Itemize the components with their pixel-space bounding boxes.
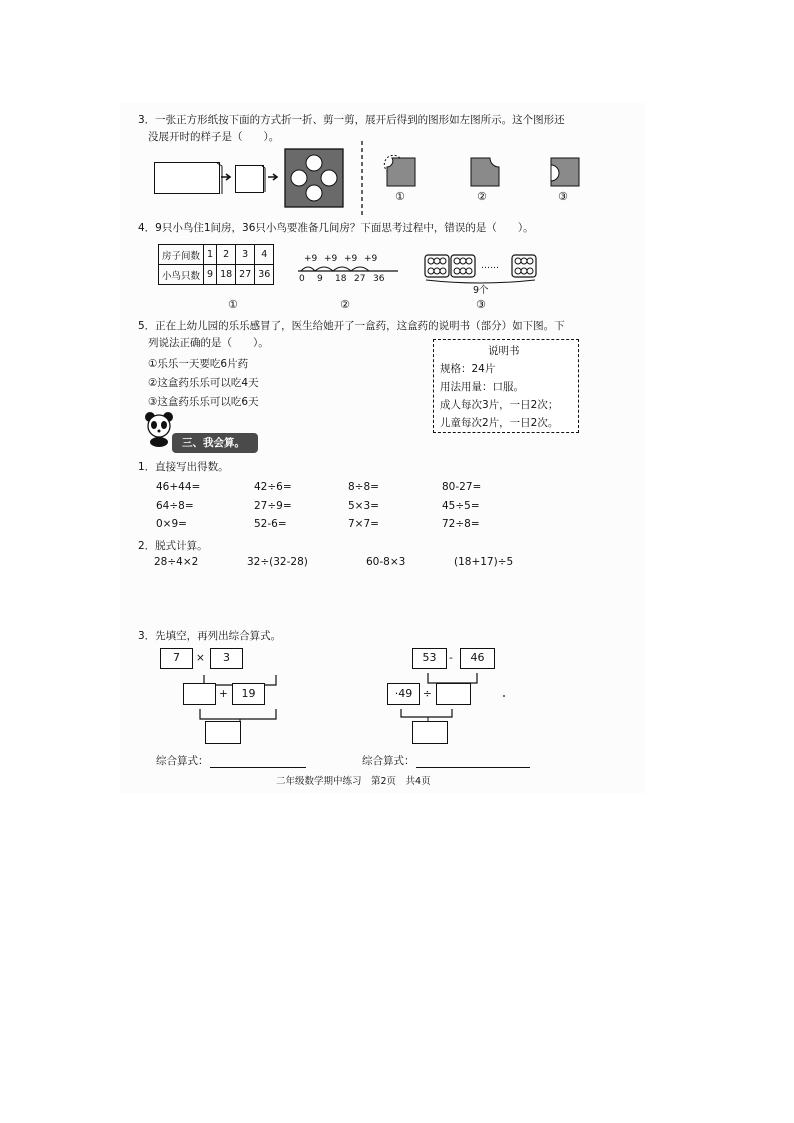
- s3-q2-title: 2．脱式计算。: [138, 540, 208, 552]
- table-cell: 4: [255, 245, 274, 265]
- dots-caption: 9个: [473, 285, 489, 296]
- folded-paper-square: [235, 165, 264, 193]
- table-row2-label: 小鸟只数: [159, 265, 204, 285]
- dots-ellipsis: ……: [481, 261, 499, 271]
- table-cell: 27: [236, 265, 255, 285]
- tree2-op2: ÷: [423, 688, 432, 700]
- instructions-line: 用法用量：口服。: [440, 381, 524, 393]
- q5-text-line1: 5．正在上幼儿园的乐乐感冒了，医生给她开了一盒药，这盒药的说明书（部分）如下图。下: [138, 320, 565, 332]
- s3-q1-title: 1．直接写出得数。: [138, 461, 229, 473]
- table-cell: 1: [204, 245, 217, 265]
- nl-plus-1: +9: [304, 254, 318, 264]
- calc-item: 46+44=: [156, 481, 201, 493]
- instructions-line: 规格：24片: [440, 363, 496, 375]
- nl-plus-4: +9: [364, 254, 378, 264]
- nl-tick-0: 0: [299, 274, 305, 284]
- q3-option-3[interactable]: ③: [558, 190, 568, 203]
- nl-tick-18: 18: [335, 274, 347, 284]
- q5-choice-3[interactable]: ③这盒药乐乐可以吃6天: [148, 396, 259, 408]
- stray-dot: [503, 695, 505, 697]
- table-row1-label: 房子间数: [159, 245, 204, 265]
- q3-text-line1: 3．一张正方形纸按下面的方式折一折、剪一剪，展开后得到的图形如左图所示。这个图形还: [138, 114, 565, 126]
- q4-table: [158, 244, 274, 285]
- q4-text: 4．9只小鸟住1间房，36只小鸟要准备几间房？下面思考过程中，错误的是（ ）。: [138, 222, 534, 234]
- calc-item: 0×9=: [156, 518, 187, 530]
- q4-option-1[interactable]: ①: [228, 298, 238, 311]
- worksheet-page: [120, 103, 646, 793]
- stepwise-item: 32÷(32-28): [247, 556, 308, 568]
- calc-item: 27÷9=: [254, 500, 292, 512]
- calc-item: 8÷8=: [348, 481, 379, 493]
- section-banner: [172, 433, 258, 453]
- combined-label-2: 综合算式：: [362, 755, 415, 767]
- instructions-line: 成人每次3片，一日2次；: [440, 399, 559, 411]
- option2-shape: [470, 157, 500, 187]
- instructions-title: 说明书: [488, 345, 520, 357]
- table-cell: 3: [236, 245, 255, 265]
- tree2-box-a: 53: [412, 648, 447, 669]
- tree2-box-c: ·49: [387, 683, 420, 705]
- calc-item: 80-27=: [442, 481, 482, 493]
- table-cell: 36: [255, 265, 274, 285]
- combined-answer-line-2[interactable]: [416, 767, 530, 768]
- fold-edge-icon-2: [261, 164, 267, 194]
- s3-q3-title: 3．先填空，再列出综合算式。: [138, 630, 282, 642]
- stepwise-item: (18+17)÷5: [454, 556, 514, 568]
- option3-shape: [550, 157, 580, 187]
- instructions-box: [433, 339, 579, 433]
- tree2-box-b: 46: [460, 648, 495, 669]
- nl-tick-9: 9: [317, 274, 323, 284]
- calc-item: 72÷8=: [442, 518, 480, 530]
- table-cell: 2: [217, 245, 236, 265]
- stepwise-item: 28÷4×2: [154, 556, 199, 568]
- calc-item: 7×7=: [348, 518, 379, 530]
- q5-text-line2: 列说法正确的是（ ）。: [148, 337, 269, 349]
- table-cell: 18: [217, 265, 236, 285]
- stepwise-item: 60-8×3: [366, 556, 406, 568]
- q3-text-line2: 没展开时的样子是（ ）。: [148, 131, 280, 143]
- nl-plus-3: +9: [344, 254, 358, 264]
- tree1-box-c: 19: [232, 683, 265, 705]
- combined-label-1: 综合算式：: [156, 755, 209, 767]
- q5-choice-1[interactable]: ①乐乐一天要吃6片药: [148, 358, 249, 370]
- nl-plus-2: +9: [324, 254, 338, 264]
- instructions-line: 儿童每次2片，一日2次。: [440, 417, 559, 429]
- nl-tick-27: 27: [354, 274, 366, 284]
- calc-item: 45÷5=: [442, 500, 480, 512]
- calc-item: 64÷8=: [156, 500, 194, 512]
- calc-item: 42÷6=: [254, 481, 292, 493]
- q4-option-3[interactable]: ③: [476, 298, 486, 311]
- tree1-op1: ×: [196, 652, 205, 664]
- combined-answer-line-1[interactable]: [210, 767, 306, 768]
- tree2-result-blank[interactable]: [412, 721, 448, 744]
- tree1-connectors: [180, 663, 330, 753]
- q5-choice-2[interactable]: ②这盒药乐乐可以吃4天: [148, 377, 259, 389]
- section-banner-text: 三、我会算。: [182, 437, 245, 449]
- tree1-box-a: 7: [160, 648, 193, 669]
- q3-option-2[interactable]: ②: [477, 190, 487, 203]
- unfolded-pattern-figure: [284, 148, 344, 208]
- tree1-result-blank[interactable]: [205, 721, 241, 744]
- folded-paper-rect: [154, 162, 220, 194]
- tree2-connectors: [385, 663, 535, 753]
- calc-item: 5×3=: [348, 500, 379, 512]
- option1-shape: [386, 157, 416, 187]
- arrow-icon-2: [268, 172, 280, 182]
- panda-icon: [142, 411, 176, 447]
- divider-dashed: [360, 141, 364, 215]
- tree2-op1: -: [449, 652, 453, 664]
- tree1-blank-1[interactable]: [183, 683, 216, 705]
- tree1-op2: +: [219, 688, 228, 700]
- tree1-box-b: 3: [210, 648, 243, 669]
- q3-option-1[interactable]: ①: [395, 190, 405, 203]
- nl-tick-36: 36: [373, 274, 385, 284]
- calc-item: 52-6=: [254, 518, 287, 530]
- tree2-blank-1[interactable]: [436, 683, 471, 705]
- table-cell: 9: [204, 265, 217, 285]
- arrow-icon-1: [221, 172, 233, 182]
- q4-option-2[interactable]: ②: [340, 298, 350, 311]
- page-footer: 二年级数学期中练习 第2页 共4页: [276, 776, 431, 787]
